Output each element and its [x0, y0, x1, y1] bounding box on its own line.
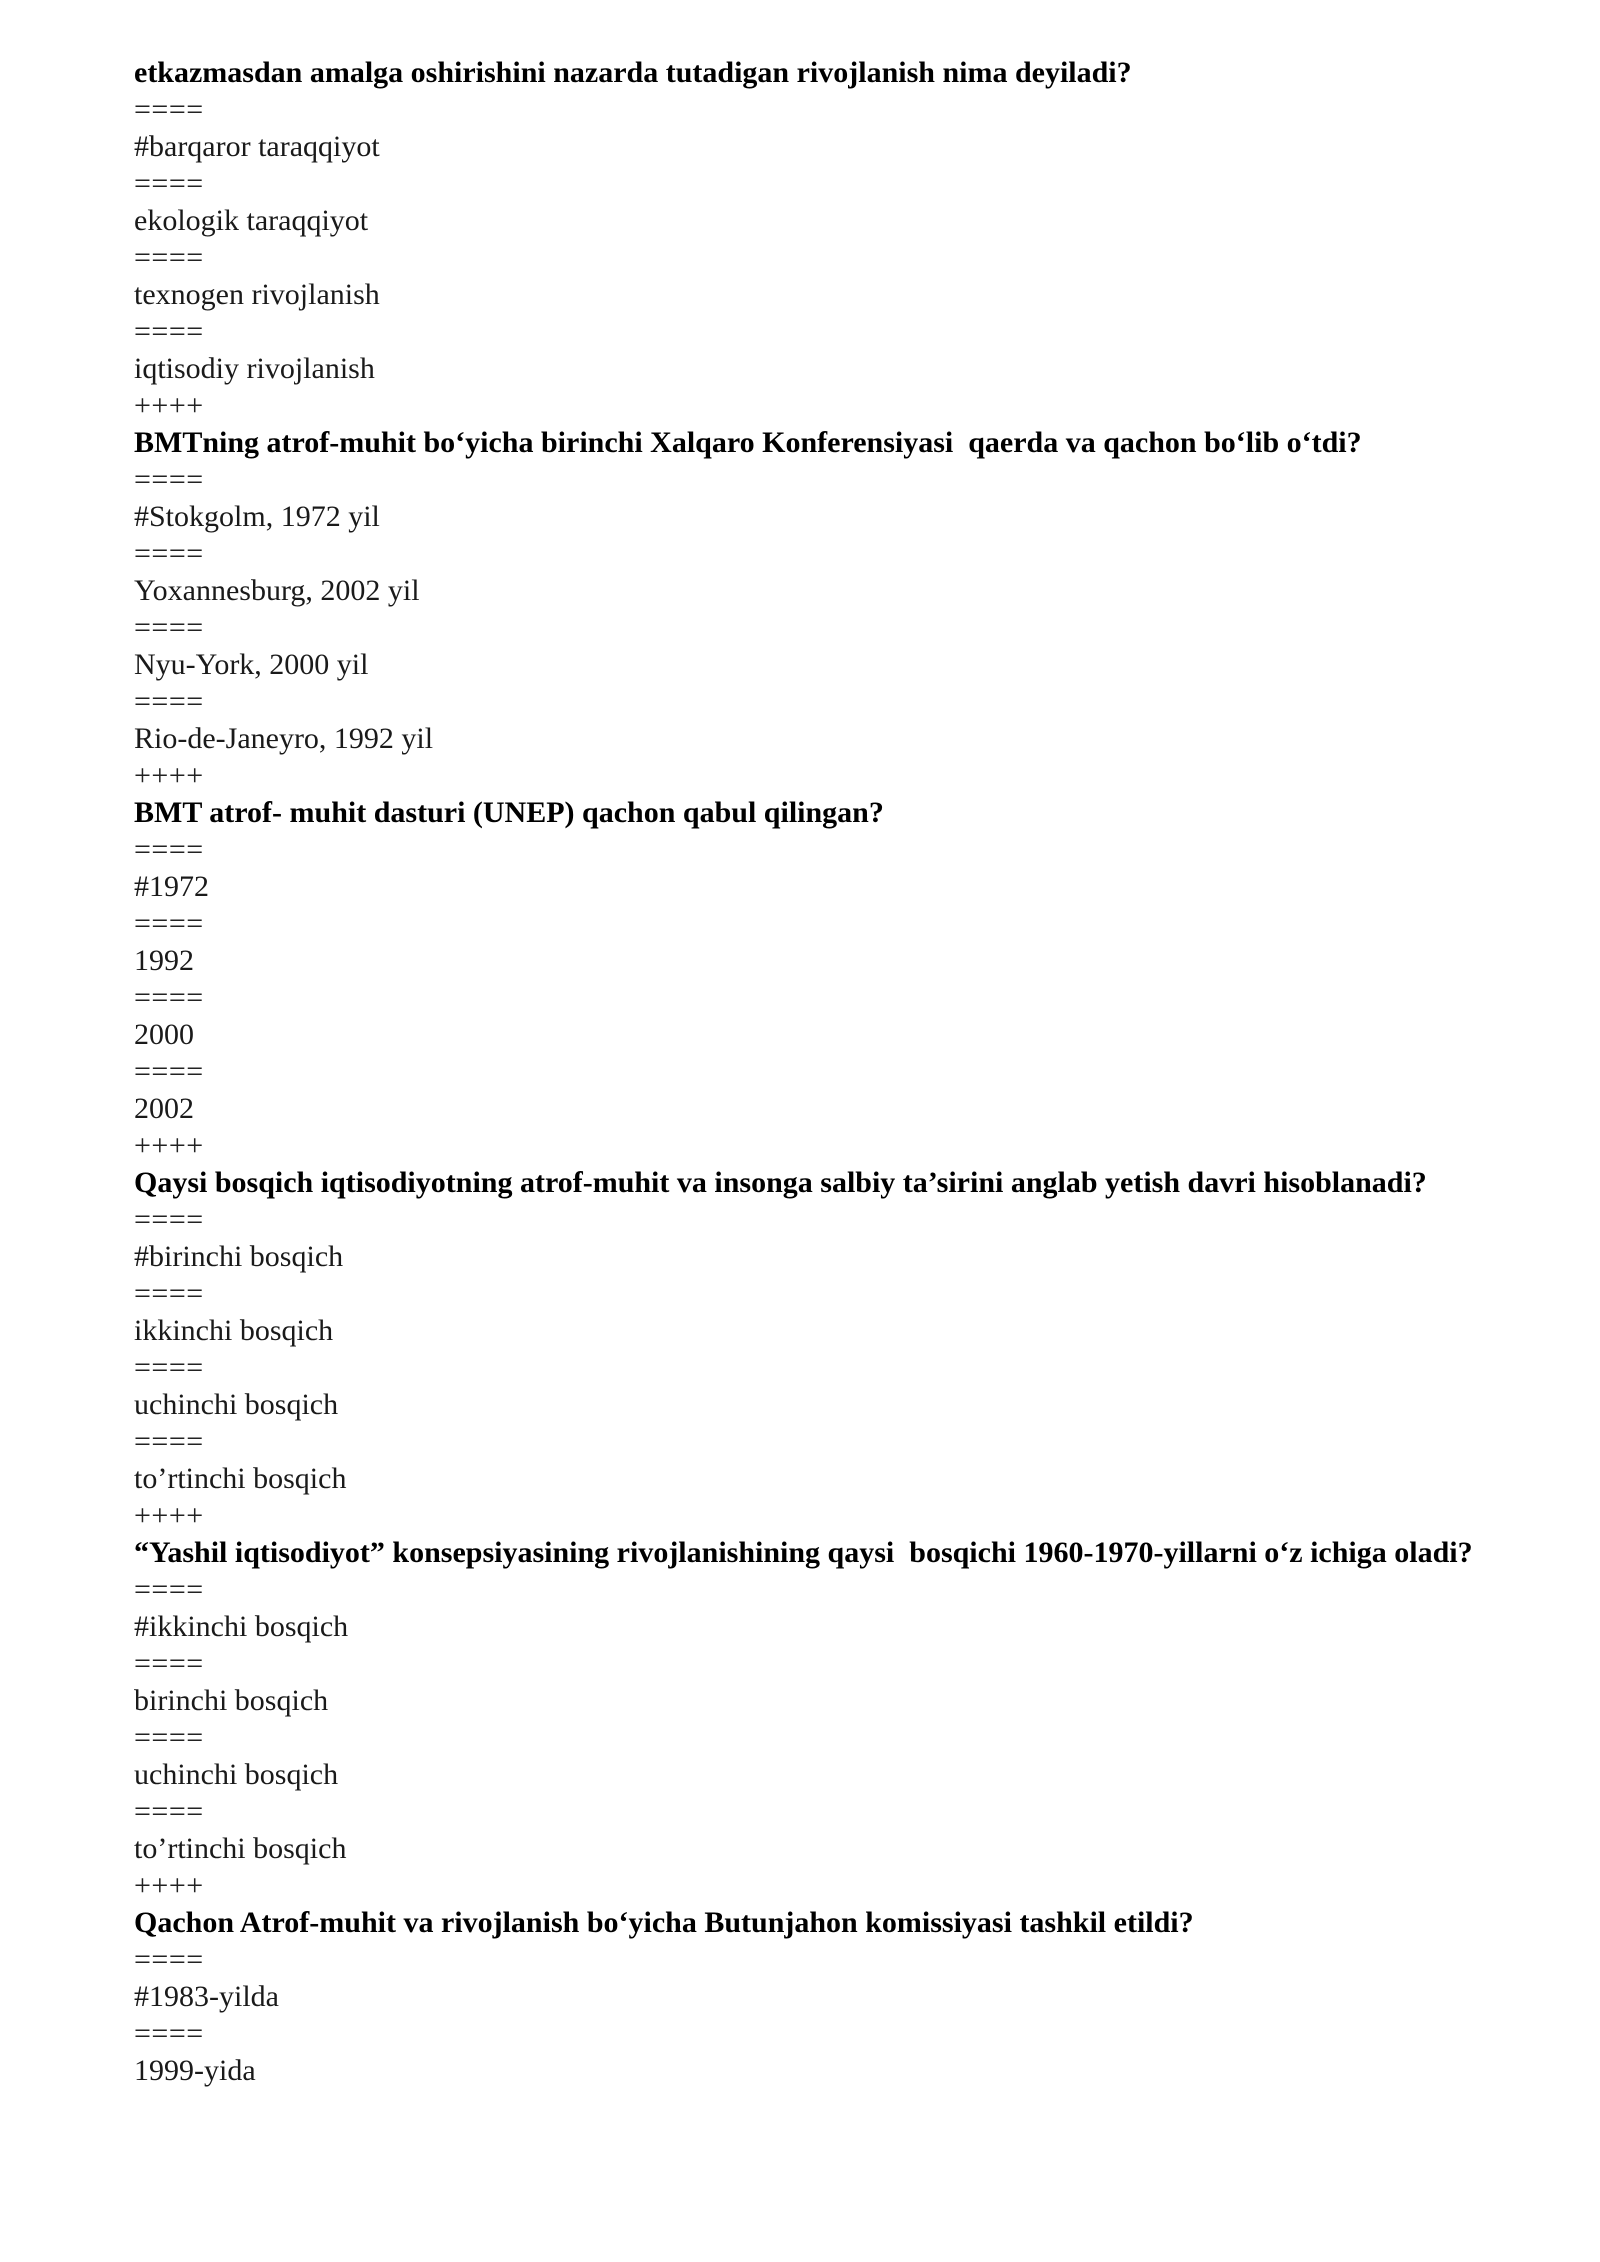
separator: ==== [134, 981, 204, 1014]
answer-option: iqtisodiy rivojlanish [134, 352, 375, 385]
answer-option-correct: #barqaror taraqqiyot [134, 130, 380, 163]
answer-option-correct: #1983-yilda [134, 1980, 279, 2013]
separator: ==== [134, 93, 204, 126]
separator: ==== [134, 463, 204, 496]
question-text: Qachon Atrof-muhit va rivojlanish bo‘yicha Butunjahon komissiyasi tashkil etildi? [134, 1906, 1194, 1939]
question-end-marker: ++++ [134, 759, 204, 792]
separator: ==== [134, 685, 204, 718]
question-end-marker: ++++ [134, 1869, 204, 1902]
separator: ==== [134, 1055, 204, 1088]
separator: ==== [134, 315, 204, 348]
separator: ==== [134, 833, 204, 866]
question-text: BMT atrof- muhit dasturi (UNEP) qachon qabul qilingan? [134, 796, 884, 829]
test-content [134, 54, 1514, 2089]
answer-option: Rio-de-Janeyro, 1992 yil [134, 722, 434, 755]
separator: ==== [134, 611, 204, 644]
separator: ==== [134, 1351, 204, 1384]
question-text: Qaysi bosqich iqtisodiyotning atrof-muhit va insonga salbiy ta’sirini anglab yetish davri hisoblanadi? [134, 1166, 1427, 1199]
answer-option: Nyu-York, 2000 yil [134, 648, 369, 681]
question-block [134, 1534, 1514, 1904]
separator: ==== [134, 1943, 204, 1976]
answer-option-correct: #Stokgolm, 1972 yil [134, 500, 380, 533]
separator: ==== [134, 1203, 204, 1236]
question-text: etkazmasdan amalga oshirishini nazarda tutadigan rivojlanish nima deyiladi? [134, 56, 1132, 89]
separator: ==== [134, 1573, 204, 1606]
answer-option: birinchi bosqich [134, 1684, 329, 1717]
answer-option: 1992 [134, 944, 194, 977]
question-end-marker: ++++ [134, 1129, 204, 1162]
answer-option: ikkinchi bosqich [134, 1314, 334, 1347]
answer-option-correct: #birinchi bosqich [134, 1240, 344, 1273]
question-block [134, 1904, 1514, 2089]
answer-option: 2002 [134, 1092, 194, 1125]
separator: ==== [134, 167, 204, 200]
question-end-marker: ++++ [134, 1499, 204, 1532]
separator: ==== [134, 1721, 204, 1754]
separator: ==== [134, 907, 204, 940]
answer-option: ekologik taraqqiyot [134, 204, 369, 237]
question-block [134, 1164, 1514, 1534]
question-block [134, 54, 1514, 424]
answer-option: 2000 [134, 1018, 194, 1051]
answer-option: uchinchi bosqich [134, 1388, 339, 1421]
separator: ==== [134, 241, 204, 274]
question-text: “Yashil iqtisodiyot” konsepsiyasining rivojlanishining qaysi bosqichi 1960-1970-yillarni o‘z ichiga oladi? [134, 1536, 1473, 1569]
separator: ==== [134, 1647, 204, 1680]
answer-option: uchinchi bosqich [134, 1758, 339, 1791]
answer-option: to’rtinchi bosqich [134, 1462, 347, 1495]
separator: ==== [134, 1277, 204, 1310]
answer-option: Yoxannesburg, 2002 yil [134, 574, 420, 607]
question-block [134, 794, 1514, 1164]
answer-option-correct: #ikkinchi bosqich [134, 1610, 349, 1643]
answer-option: to’rtinchi bosqich [134, 1832, 347, 1865]
answer-option: texnogen rivojlanish [134, 278, 380, 311]
answer-option-correct: #1972 [134, 870, 209, 903]
question-end-marker: ++++ [134, 389, 204, 422]
separator: ==== [134, 1425, 204, 1458]
question-block [134, 424, 1514, 794]
question-text: BMTning atrof-muhit bo‘yicha birinchi Xalqaro Konferensiyasi qaerda va qachon bo‘lib o‘tdi? [134, 426, 1362, 459]
answer-option: 1999-yida [134, 2054, 256, 2087]
separator: ==== [134, 2017, 204, 2050]
separator: ==== [134, 1795, 204, 1828]
separator: ==== [134, 537, 204, 570]
